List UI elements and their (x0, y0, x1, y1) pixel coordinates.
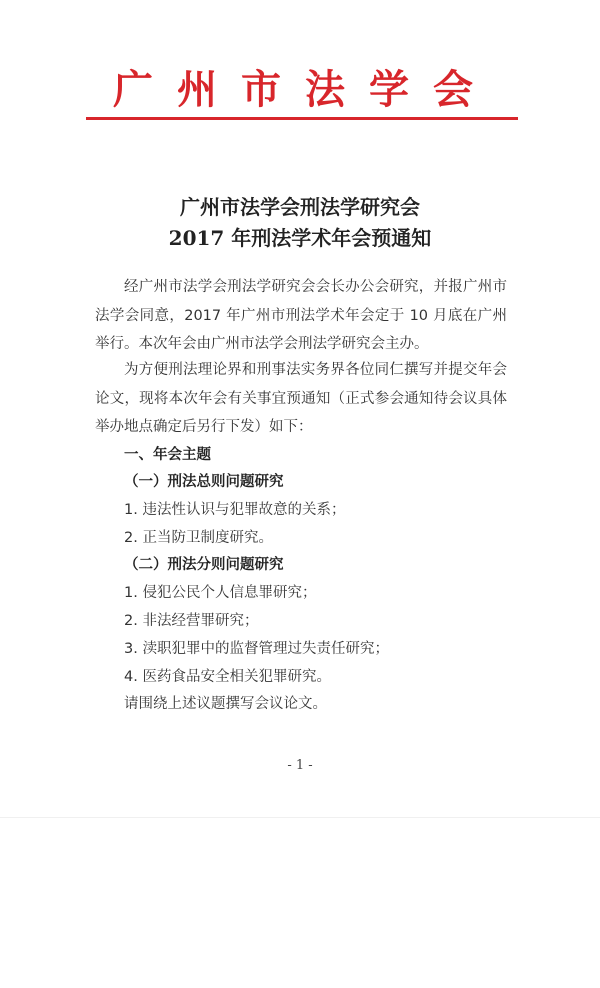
letterhead-red-rule (86, 117, 518, 120)
page-number: - 1 - (287, 758, 313, 773)
list-item: 2. 非法经营罪研究； (124, 613, 259, 629)
list-item: 3. 渎职犯罪中的监督管理过失责任研究； (124, 641, 389, 657)
list-item: 1. 侵犯公民个人信息罪研究； (124, 585, 317, 601)
document-title-line1: 广州市法学会刑法学研究会 (180, 195, 420, 219)
document-title-line2: 2017 年刑法学术年会预通知 (168, 226, 432, 250)
section-heading-theme: 一、年会主题 (124, 447, 211, 463)
subsection-heading-specific: （二）刑法分则问题研究 (124, 557, 284, 573)
closing-sentence: 请围绕上述议题撰写会议论文。 (124, 696, 327, 712)
intro-paragraph: 经广州市法学会刑法学研究会会长办公会研究，并报广州市法学会同意，2017 年广州市刑法学术年会定于 10 月底在广州举行。本次年会由广州市法学会刑法学研究会主办。 (95, 279, 507, 352)
list-item: 1. 违法性认识与犯罪故意的关系； (124, 502, 346, 518)
list-item: 2. 正当防卫制度研究。 (124, 530, 273, 546)
subsection-heading-general: （一）刑法总则问题研究 (124, 474, 284, 490)
list-item: 4. 医药食品安全相关犯罪研究。 (124, 669, 331, 685)
letterhead-org-name: 广州市法学会 (113, 66, 497, 113)
notice-paragraph: 为方便刑法理论界和刑事法实务界各位同仁撰写并提交年会论文，现将本次年会有关事宜预通知（正式参会通知待会议具体举办地点确定后另行下发）如下： (95, 362, 507, 435)
page-divider (0, 817, 600, 818)
